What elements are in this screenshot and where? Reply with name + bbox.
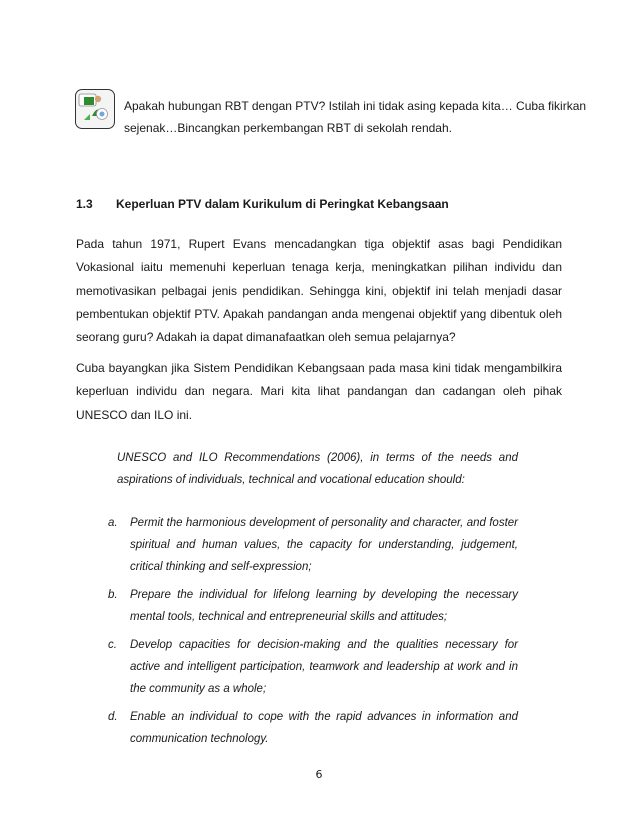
list-marker: c. — [108, 639, 117, 651]
quote-intro: UNESCO and ILO Recommendations (2006), in terms of the needs and aspirations of individuals, technical and vocational education should: — [117, 452, 518, 486]
paragraph: Cuba bayangkan jika Sistem Pendidikan Kebangsaan pada masa kini tidak mengambilkira keperluan individu dan negara. Mari kita lihat pandangan dan cadangan oleh pihak UNESCO dan ILO ini. — [76, 361, 562, 422]
list-item-text: Permit the harmonious development of personality and character, and foster spiritual and human values, the capacity for understanding, judgement, critical thinking and self-expression; — [130, 517, 518, 573]
list-marker: d. — [108, 711, 118, 723]
section-number: 1.3 — [76, 197, 93, 211]
paragraph: Pada tahun 1971, Rupert Evans mencadangkan tiga objektif asas bagi Pendidikan Vokasional iaitu memenuhi keperluan tenaga kerja, meningkatkan pilihan individu dan memotivasikan pelbagai jenis pendidikan. Sehingga kini, objektif ini telah menjadi dasar pembentukan objektif PTV. Apakah pandangan anda mengenai objektif yang dibentuk oleh seorang guru? Adakah ia dapat dimanafaatkan oleh semua pelajarnya? — [76, 237, 562, 345]
list-item-text: Develop capacities for decision-making and the qualities necessary for active and intelligent participation, teamwork and leadership at work and in the community as a whole; — [130, 639, 518, 695]
list-item-text: Prepare the individual for lifelong learning by developing the necessary mental tools, technical and entrepreneurial skills and attitudes; — [130, 589, 518, 623]
list-item — [108, 584, 518, 628]
section-title: Keperluan PTV dalam Kurikulum di Peringkat Kebangsaan — [116, 197, 449, 211]
list-marker: a. — [108, 517, 118, 529]
list-item — [108, 634, 518, 700]
list-marker: b. — [108, 589, 118, 601]
list-item — [108, 706, 518, 750]
page-number: 6 — [315, 768, 323, 781]
list-item-text: Enable an individual to cope with the rapid advances in information and communication technology. — [130, 711, 518, 745]
section-heading — [76, 197, 596, 211]
list-item — [108, 512, 518, 578]
activity-prompt: Apakah hubungan RBT dengan PTV? Istilah ini tidak asing kepada kita… Cuba fikirkan sejenak…Bincangkan perkembangan RBT di sekolah rendah. — [124, 99, 587, 135]
recommendations-list — [108, 512, 518, 756]
discussion-people-icon — [75, 89, 115, 129]
